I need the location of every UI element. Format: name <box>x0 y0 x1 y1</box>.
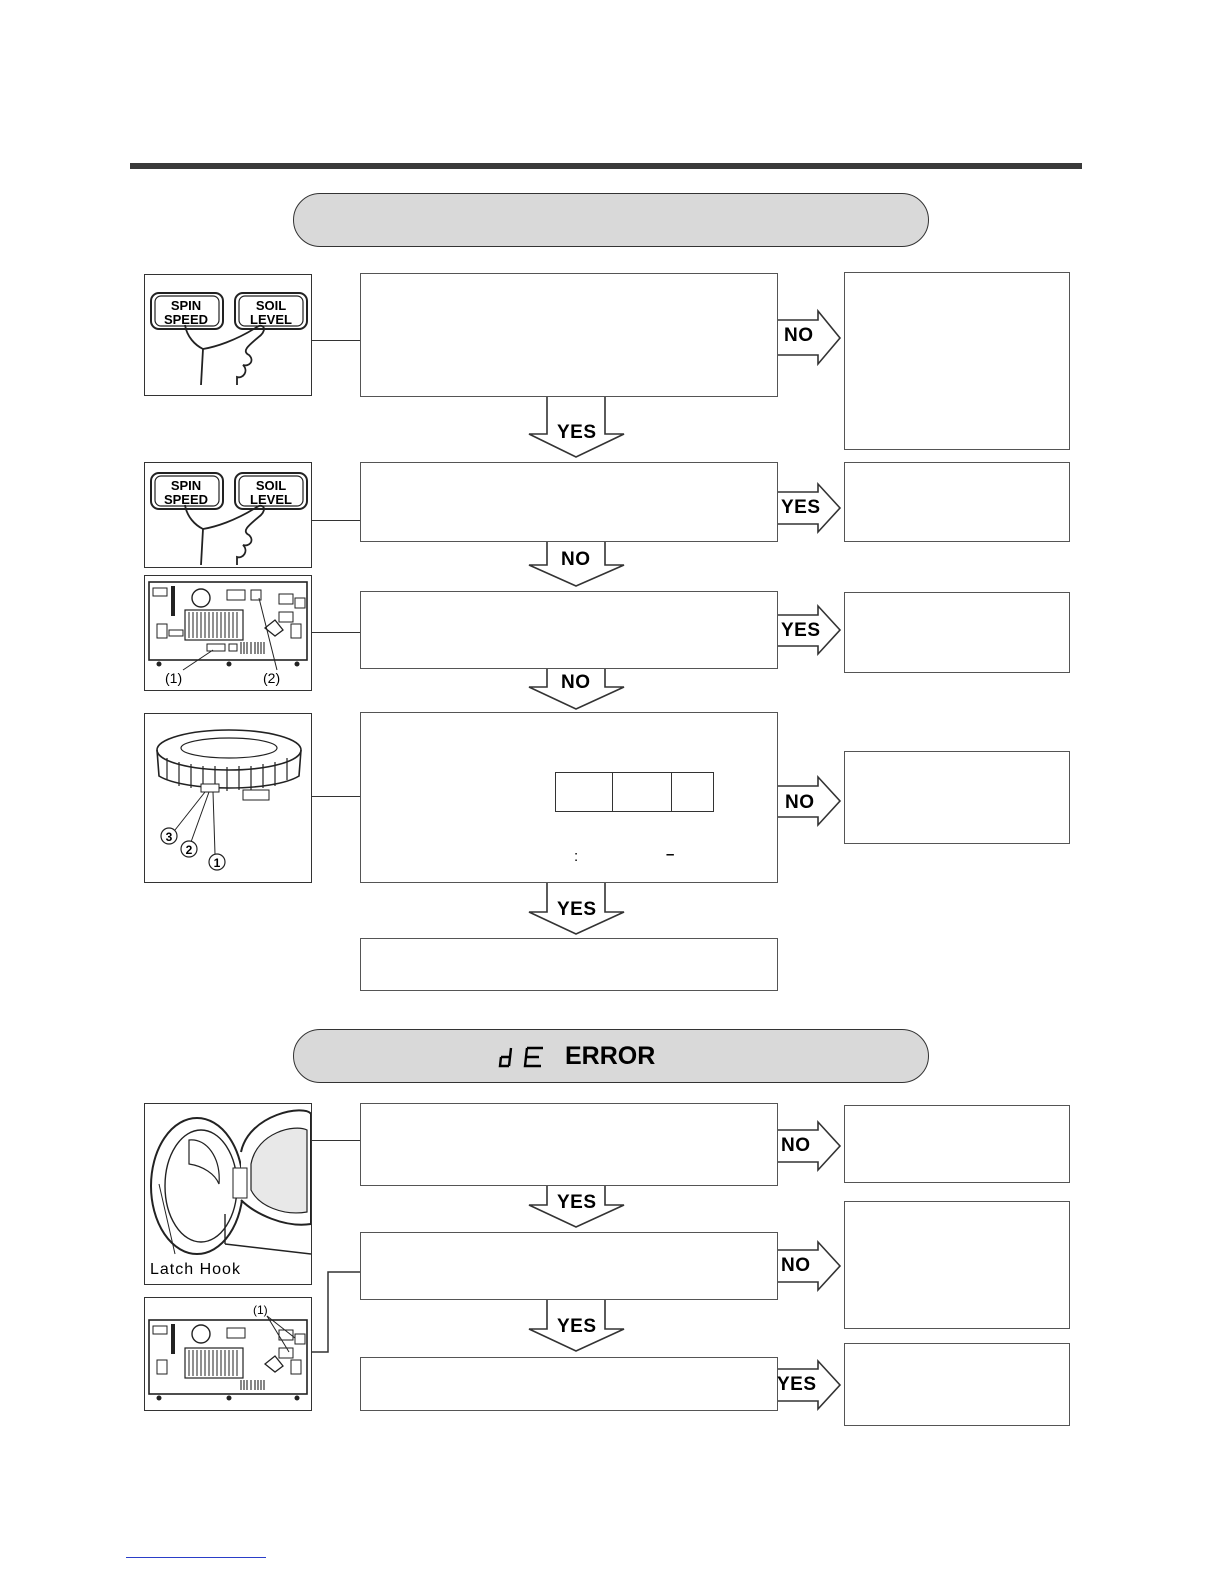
arrow-label-yes-4: YES <box>557 899 597 920</box>
arrow-label-no-2: NO <box>561 549 591 570</box>
table-colon: : <box>574 848 579 865</box>
latch-hook-label: Latch Hook <box>150 1261 241 1278</box>
soil-label: SOIL <box>255 298 287 313</box>
pin-label-1: 1 <box>213 856 221 870</box>
arrow-label-yes-2: YES <box>781 497 821 518</box>
pin-label-3: 3 <box>165 830 173 844</box>
soil-label-2: SOIL <box>255 478 287 493</box>
arrow-label-no-1: NO <box>784 325 814 346</box>
pcb2-label-1: (1) <box>253 1303 268 1317</box>
pin-label-2: 2 <box>185 843 193 857</box>
level-label-2: LEVEL <box>250 492 292 507</box>
de-arrow-label-yes-2: YES <box>557 1316 597 1337</box>
level-label: LEVEL <box>250 312 292 327</box>
table-dash: – <box>666 846 675 863</box>
de-arrow-label-yes-3: YES <box>777 1374 817 1395</box>
pcb-label-2: (2) <box>263 670 281 686</box>
de-arrow-label-no-2: NO <box>781 1255 811 1276</box>
footer-link-underline[interactable] <box>126 1557 266 1558</box>
speed-label: SPEED <box>163 312 209 327</box>
de-arrow-label-no-1: NO <box>781 1135 811 1156</box>
de-arrow-label-yes-1: YES <box>557 1192 597 1213</box>
speed-label-2: SPEED <box>163 492 209 507</box>
arrow-label-no-4: NO <box>785 792 815 813</box>
arrow-label-no-3: NO <box>561 672 591 693</box>
arrow-label-yes-1: YES <box>557 422 597 443</box>
de-error-title: ERROR <box>565 1042 656 1070</box>
arrow-label-yes-3: YES <box>781 620 821 641</box>
pcb-label-1: (1) <box>165 670 183 686</box>
spin-label-2: SPIN <box>170 478 202 493</box>
spin-label: SPIN <box>170 298 202 313</box>
